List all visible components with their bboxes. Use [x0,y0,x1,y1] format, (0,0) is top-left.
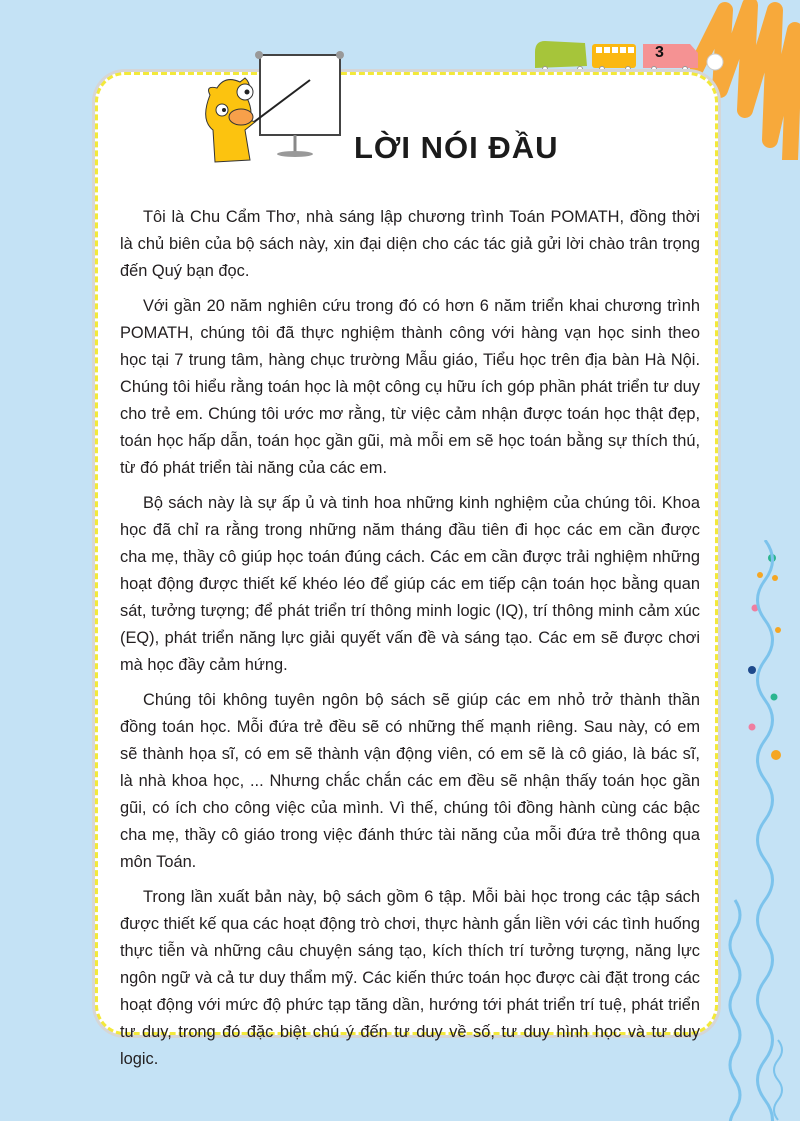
paragraph: Với gần 20 năm nghiên cứu trong đó có hơn 6 năm triển khai chương trình POMATH, chúng tôi đã thực nghiệm thành công với hàng vạn học sinh theo học tại 7 trung tâm, hàng chục trường Mẫu giáo, Tiểu học trên địa bàn Hà Nội. Chúng tôi hiểu rằng toán học là một công cụ hữu ích góp phần phát triển tư duy cho trẻ em. Chúng tôi ước mơ rằng, từ việc cảm nhận được toán học thật đẹp, toán học hấp dẫn, toán học gần gũi, mà mỗi em sẽ học toán bằng sự thích thú, từ đó phát triển tài năng của các em. [120,297,700,477]
pig-teacher-whiteboard-illustration [195,50,345,170]
paragraph: Tôi là Chu Cẩm Thơ, nhà sáng lập chương trình Toán POMATH, đồng thời là chủ biên của bộ sách này, xin đại diện cho các tác giả gửi lời chào trân trọng đến Quý bạn đọc. [120,208,700,280]
page-number: 3 [655,44,664,61]
side-decoration-dots-waves [720,540,800,1121]
paragraph: Bộ sách này là sự ấp ủ và tinh hoa những kinh nghiệm của chúng tôi. Khoa học đã chỉ ra rằng trong những năm tháng đầu tiên đi học các em cần được cha mẹ, thầy cô giúp học toán đúng cách. Các em cần được trải nghiệm những hoạt động được thiết kế khéo léo để giúp các em tiếp cận toán học bằng quan sát, tưởng tượng; để phát triển trí thông minh logic (IQ), trí thông minh cảm xúc (EQ), phát triển năng lực giải quyết vấn đề và sáng tạo. Các em sẽ được chơi mà học đầy cảm hứng. [120,494,700,674]
page-title: LỜI NÓI ĐẦU [354,130,559,165]
preface-body [120,204,700,1081]
train-illustration [530,38,730,74]
paragraph: Trong lần xuất bản này, bộ sách gồm 6 tập. Mỗi bài học trong các tập sách được thiết kế qua các hoạt động trò chơi, thực hành gắn liền với các tình huống thực tiễn và những câu chuyện sáng tạo, kích thích trí tưởng tượng, năng lực ngôn ngữ và cả tư duy thẩm mỹ. Các kiến thức toán học được cài đặt trong các hoạt động với mức độ phức tạp tăng dần, hướng tới phát triển trí tuệ, phát triển tư duy, trong đó đặc biệt chú ý đến tư duy về số, tư duy hình học và tư duy logic. [120,888,700,1068]
paragraph: Chúng tôi không tuyên ngôn bộ sách sẽ giúp các em nhỏ trở thành thần đồng toán học. Mỗi đứa trẻ đều sẽ có những thế mạnh riêng. Sau này, có em sẽ thành họa sĩ, có em sẽ thành vận động viên, có em sẽ là cô giáo, là bác sĩ, là nhà khoa học, ... Nhưng chắc chắn các em đều sẽ nhận thấy toán học gần gũi, có ích cho công việc của mình. Vì thế, chúng tôi đồng hành cùng các bậc cha mẹ, thầy cô giáo trong việc đánh thức tài năng của mỗi đứa trẻ thông qua môn Toán. [120,691,700,871]
